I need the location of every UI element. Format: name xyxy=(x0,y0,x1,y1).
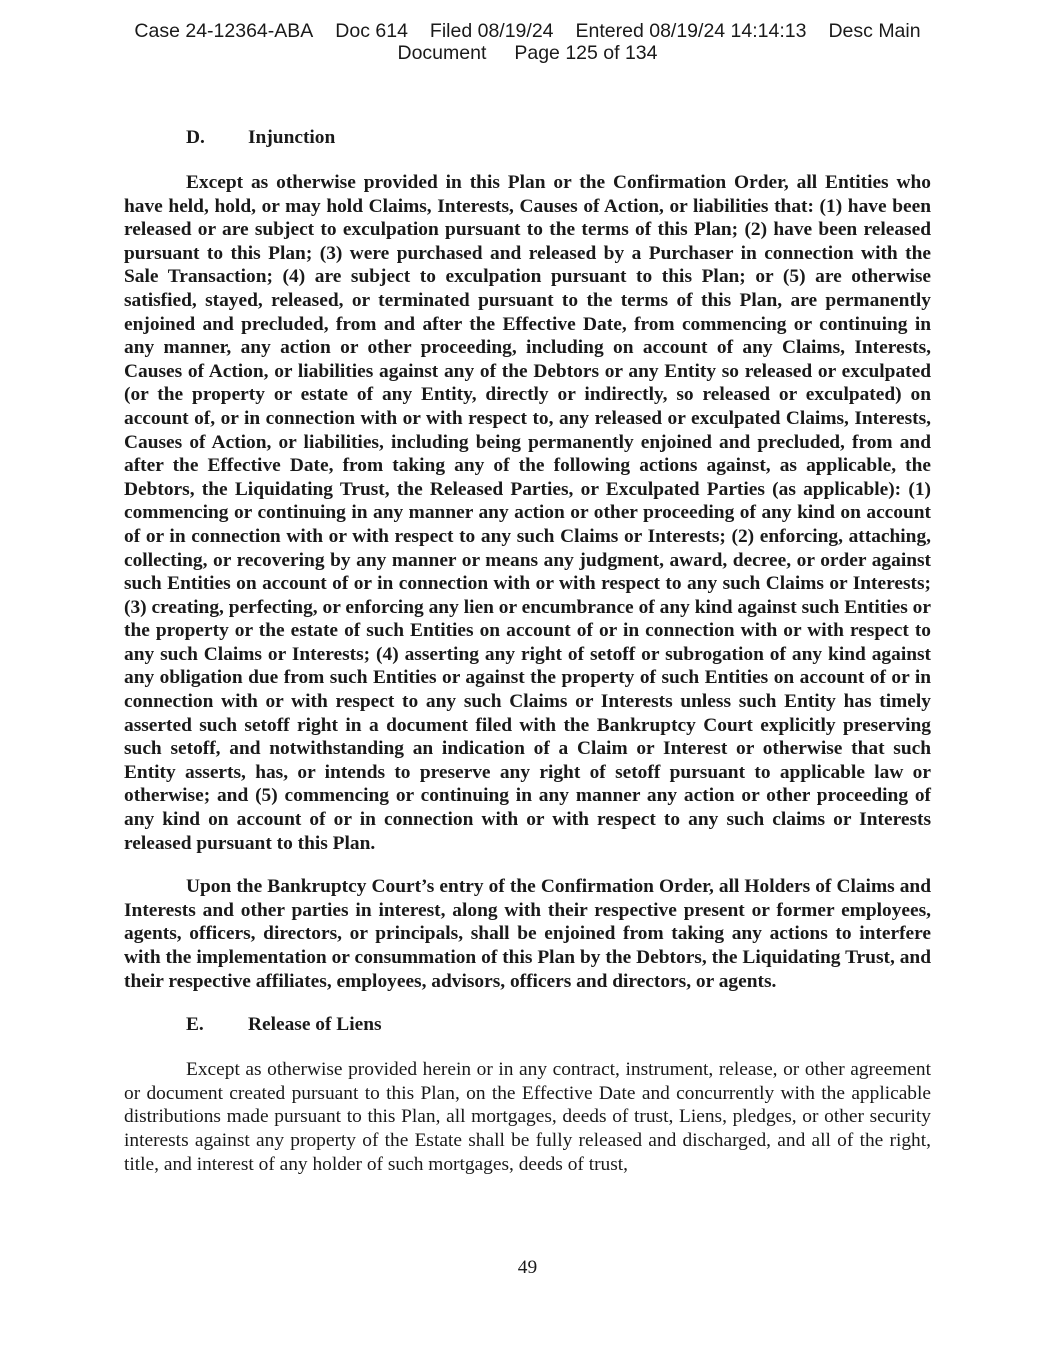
section-number: E. xyxy=(186,1014,204,1036)
section-title: Release of Liens xyxy=(248,1014,382,1036)
document-label: Document xyxy=(397,42,487,64)
injunction-paragraph-1: Except as otherwise provided in this Plan or the Confirmation Order, all Entities who have held, hold, or may hold Claims, Interests, Causes of Action, or liabilities that: (1) have been released or are subject to exculpation pursuant to the terms of this Plan; (2) have been released pursuant to this Plan; (3) were purchased and released by a Purchaser in connection with the Sale Transaction; (4) are subject to exculpation pursuant to this Plan; or (5) are otherwise satisfied, stayed, released, or terminated pursuant to the terms of this Plan, are permanently enjoined and precluded, from and after the Effective Date, from commencing or continuing in any manner, any action or other proceeding, including on account of any Claims, Interests, Causes of Action, or liabilities against any of the Debtors or any Entity so released or exculpated (or the property or estate of any Entity, directly or indirectly, so released or exculpated) on account of, or in connection with or with respect to, any released or exculpated Claims, Interests, Causes of Action, or liabilities, including being permanently enjoined and precluded, from and after the Effective Date, from taking any of the following actions against, as applicable, the Debtors, the Liquidating Trust, the Released Parties, or Exculpated Parties (as applicable): (1) commencing or continuing in any manner any action or other proceeding of any kind on account of or in connection with or with respect to any such Claims or Interests; (2) enforcing, attaching, collecting, or recovering by any manner or means any judgment, award, decree, or order against such Entities on account of or in connection with or with respect to any such Claims or Interests; (3) creating, perfecting, or enforcing any lien or encumbrance of any kind against such Entities or the property or the estate of such Entities on account of or in connection with or with respect to any such Claims or Interests; (4) asserting any right of setoff or subrogation of any kind against any obligation due from such Entities or against the property of such Entities on account of or in connection with or with respect to any such Claims or Interests unless such Entity has timely asserted such setoff right in a document filed with the Bankruptcy Court explicitly preserving such setoff, and notwithstanding an indication of a Claim or Interest or otherwise that such Entity asserts, has, or intends to preserve any right of setoff pursuant to applicable law or otherwise; and (5) commencing or continuing in any manner any action or other proceeding of any kind on account of or in connection with or with respect to any such claims or Interests released pursuant to this Plan. xyxy=(124,172,931,854)
entered-date: Entered 08/19/24 14:14:13 xyxy=(575,20,807,42)
doc-number: Doc 614 xyxy=(335,20,408,42)
desc-label: Desc Main xyxy=(828,20,921,42)
case-number: Case 24-12364-ABA xyxy=(134,20,314,42)
section-heading-release-of-liens xyxy=(124,1013,931,1037)
page-indicator: Page 125 of 134 xyxy=(514,42,658,64)
page-number: 49 xyxy=(517,1257,538,1278)
filing-header-line-1 xyxy=(0,20,1055,42)
document-body xyxy=(124,122,931,1176)
section-heading-injunction xyxy=(124,126,931,150)
release-of-liens-paragraph: Except as otherwise provided herein or in any contract, instrument, release, or other agreement or document created pursuant to this Plan, on the Effective Date and concurrently with the applicable distributions made pursuant to this Plan, all mortgages, deeds of trust, Liens, pledges, or other security interests against any property of the Estate shall be fully released and discharged, and all of the right, title, and interest of any holder of such mortgages, deeds of trust, xyxy=(124,1059,931,1175)
section-number: D. xyxy=(186,127,205,148)
filing-header-line-2 xyxy=(0,42,1055,64)
filed-date: Filed 08/19/24 xyxy=(429,20,554,42)
court-filing-header xyxy=(0,20,1055,64)
injunction-paragraph-2: Upon the Bankruptcy Court’s entry of the Confirmation Order, all Holders of Claims and Interests and other parties in interest, along with their respective present or former employees, agents, officers, directors, or principals, shall be enjoined from taking any actions to interfere with the implementation or consummation of this Plan by the Debtors, the Liquidating Trust, and their respective affiliates, employees, advisors, officers and directors, or agents. xyxy=(124,876,931,992)
section-title: Injunction xyxy=(248,127,336,148)
